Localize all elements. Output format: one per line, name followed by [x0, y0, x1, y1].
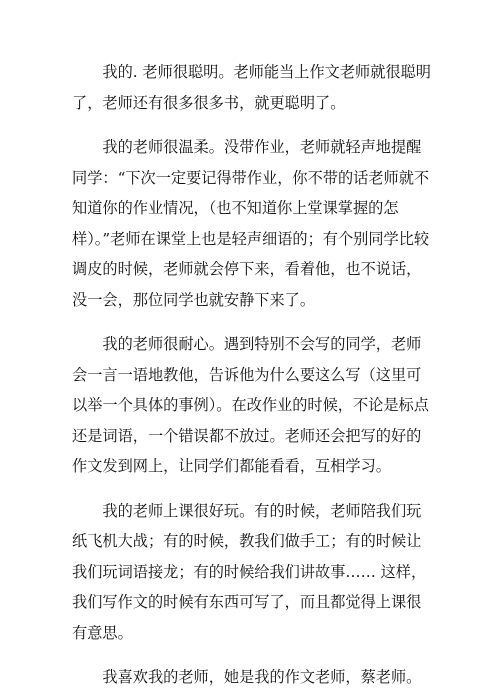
- paragraph-patient: 我的老师很耐心。遇到特别不会写的同学，老师会一言一语地教他，告诉他为什么要这么写（这里可以举一个具体的事例）。在改作业的时候，不论是标点还是词语，一个错误都不放过。老师还会把写的好的作文发到网上，让同学们都能看看，互相学习。: [72, 335, 429, 475]
- paragraph-fun-class: 我的老师上课很好玩。有的时候，老师陪我们玩纸飞机大战；有的时候，教我们做手工；有的时候让我们玩词语接龙；有的时候给我们讲故事…… 这样，我们写作文的时候有东西可写了，而且都觉得上课很有意思。: [72, 501, 427, 642]
- paragraph-smart: 我的. 老师很聪明。老师能当上作文老师就很聪明了，老师还有很多很多书，就更聪明了。: [72, 63, 431, 112]
- paragraph-gentle: 我的老师很温柔。没带作业，老师就轻声地提醒同学：“下次一定要记得带作业，你不带的话老师就不知道你的作业情况，（也不知道你上堂课掌握的怎 样）。”老师在课堂上也是轻声细语的；有个别同学比较调皮的时候，老师就会停下来，看着他，也不说话， 没一会，那位同学也就安静下来了。: [72, 138, 430, 309]
- essay-body: [72, 57, 432, 693]
- paragraph-conclusion: 我喜欢我的老师，她是我的作文老师，蔡老师。: [102, 668, 422, 686]
